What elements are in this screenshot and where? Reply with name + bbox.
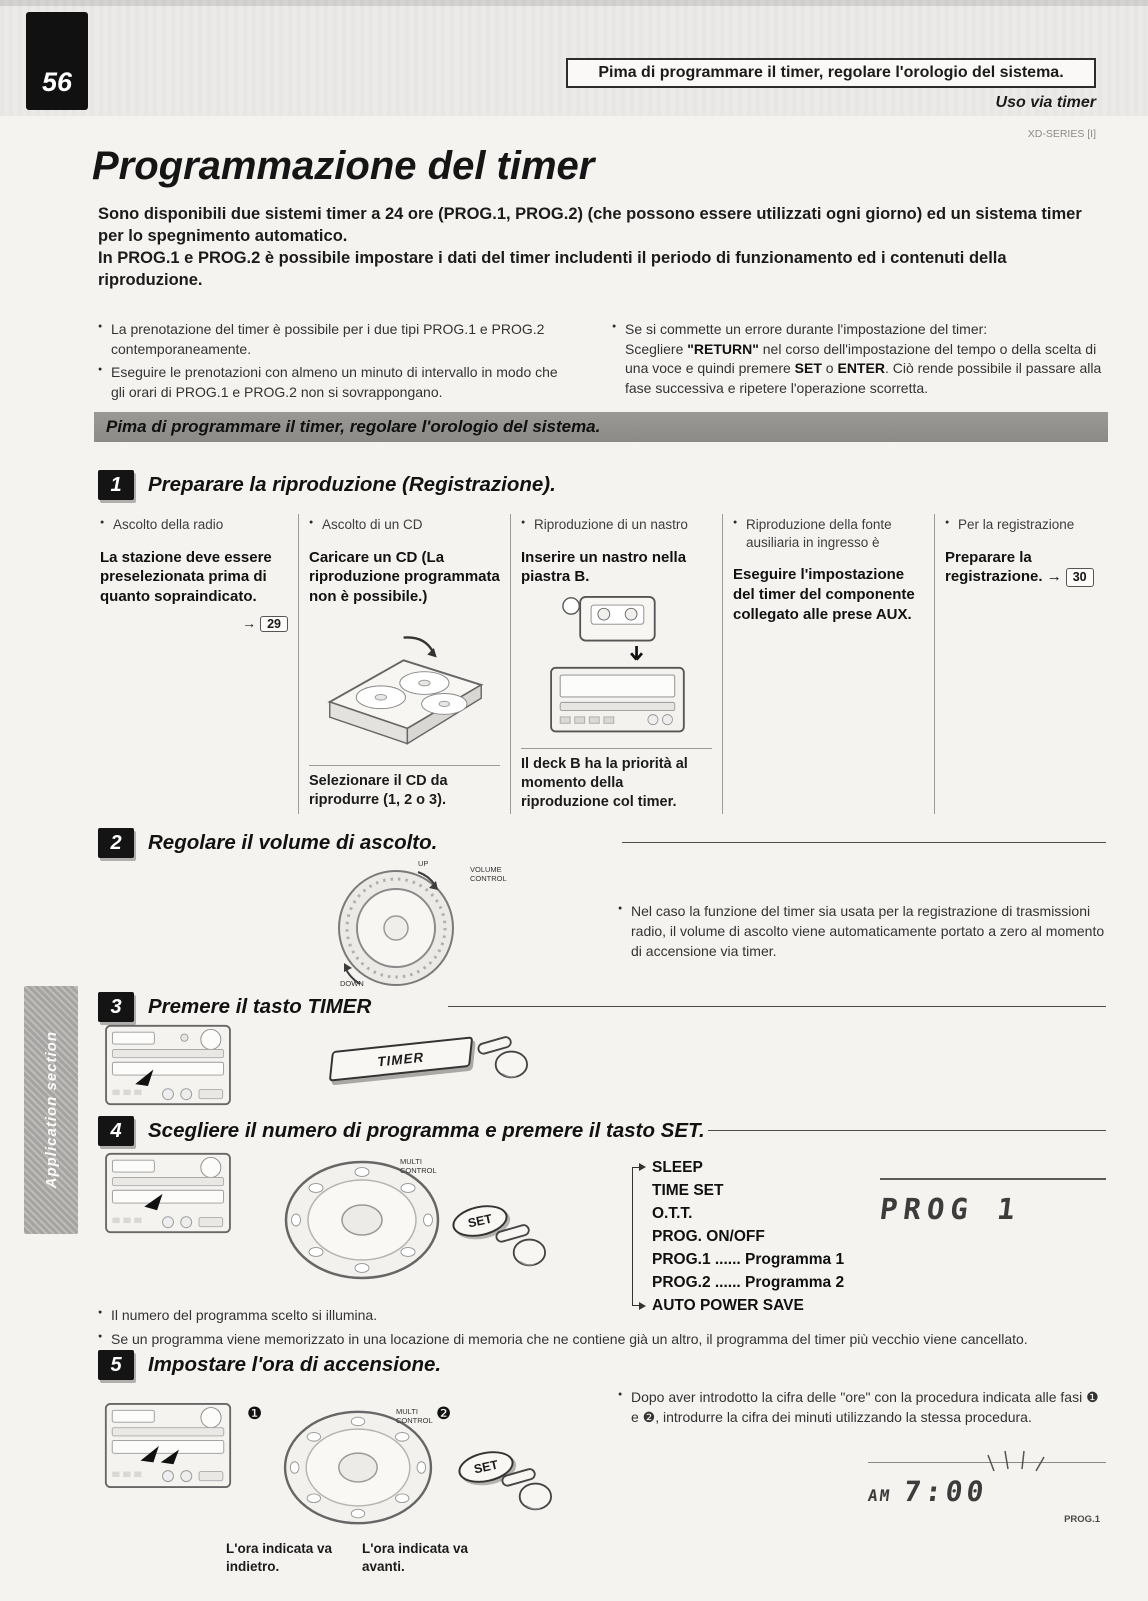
step-1-header [98, 470, 556, 500]
notes-right-column [612, 320, 1110, 406]
page-number-tab [26, 12, 88, 110]
enter-keyword: ENTER [837, 360, 885, 377]
note-item: ● Se un programma viene memorizzato in una locazione di memoria che ne contiene già un altro, il programma del timer più vecchio viene cancellato. [98, 1330, 1112, 1350]
prog-indicator: PROG.1 [1064, 1514, 1100, 1525]
menu-cycle-bracket [632, 1167, 643, 1306]
step-3-number: 3 [98, 992, 134, 1022]
step-4-number: 4 [98, 1116, 134, 1146]
stereo-front-illustration [104, 1402, 232, 1494]
timer-button [329, 1036, 473, 1081]
column-radio-header: ● Ascolto della radio [100, 516, 288, 534]
step-5-header [98, 1350, 441, 1380]
step-2-header [98, 828, 437, 858]
application-section-sidebar [24, 986, 78, 1234]
column-aux [722, 514, 934, 814]
column-cd-header: ● Ascolto di un CD [309, 516, 500, 534]
header-title: Pima di programmare il timer, regolare l'orologio del sistema. [598, 64, 1064, 81]
hand-icon [494, 1222, 550, 1275]
stereo-front-illustration [104, 1024, 232, 1111]
menu-item: PROG. ON/OFF [652, 1228, 765, 1245]
step-2-title: Regolare il volume di ascolto. [148, 831, 438, 854]
note-error-text: Scegliere [625, 340, 688, 357]
step-5-title: Impostare l'ora di accensione. [148, 1353, 442, 1376]
volume-knob-illustration [322, 856, 532, 1008]
jog-dial-illustration [278, 1408, 438, 1533]
application-section-label: Application section [42, 1031, 60, 1189]
hand-icon [476, 1034, 532, 1087]
return-keyword: "RETURN" [687, 340, 759, 357]
arrow-glyph: → [242, 614, 257, 631]
display-panel-program [877, 1178, 1106, 1226]
badge-1: ❶ [247, 1404, 263, 1423]
page-number: 56 [41, 67, 73, 97]
note-item: ● Eseguire le prenotazioni con almeno un minuto di intervallo in modo che gli orari di PROG.1 e PROG.2 non si sovrappongano. [98, 363, 566, 402]
menu-item: PROG.2 ...... Programma 2 [652, 1274, 845, 1291]
multi-control-label: MULTI CONTROL [400, 1157, 437, 1175]
knob-down-label: DOWN [340, 979, 364, 988]
note-item-error: ● Se si commette un errore durante l'impostazione del timer: Scegliere "RETURN" nel corso dell'impostazione del tempo o della scelta di una voce e quindi premere SET o ENTER. Ciò rende possibile il passare alla fase successiva e ripetere l'operazione scorretta. [612, 320, 1110, 398]
display-time: 7:00 [901, 1475, 990, 1508]
note-item: ● La prenotazione del timer è possibile per i due tipi PROG.1 e PROG.2 contemporaneamente. [98, 320, 566, 359]
step1-columns [98, 514, 1110, 814]
hand-icon [500, 1466, 556, 1519]
multi-control-label: MULTI CONTROL [396, 1407, 433, 1425]
timer-menu-list [652, 1156, 912, 1317]
display-text: PROG 1 [877, 1192, 1023, 1226]
blink-rays-icon [986, 1449, 1056, 1473]
column-aux-body: Eseguire l'impostazione del timer del componente collegato alle prese AUX. [733, 566, 915, 623]
intro-paragraph [98, 204, 1110, 292]
cd-caption: Selezionare il CD da riprodurre (1, 2 o 3). [309, 765, 500, 810]
page-reference [100, 615, 288, 632]
page-title: Programmazione del timer [92, 144, 595, 188]
section-band: Pima di programmare il timer, regolare l'orologio del sistema. [94, 412, 1108, 442]
column-aux-header: ● Riproduzione della fonte ausiliaria in ingresso è [733, 516, 924, 551]
column-recording-header: ● Per la registrazione [945, 516, 1100, 534]
intro-line-1: Sono disponibili due sistemi timer a 24 ore (PROG.1, PROG.2) (che possono essere utilizzati ogni giorno) ed un sistema timer per lo spegnimento automatico. [98, 205, 1082, 245]
note-minutes-procedure: ● Dopo aver introdotto la cifra delle "ore" con la procedura indicata alle fasi ❶ e ❷, introdurre la cifra dei minuti utilizzando la stessa procedura. [618, 1388, 1110, 1428]
menu-item: AUTO POWER SAVE [652, 1297, 804, 1314]
menu-item: SLEEP [652, 1159, 703, 1176]
step-1-number: 1 [98, 470, 134, 500]
note-item: ● Il numero del programma scelto si illumina. [98, 1306, 1112, 1326]
jog-dial-illustration [282, 1158, 442, 1288]
knob-volume-control-label: VOLUME CONTROL [470, 865, 507, 883]
general-notes [98, 320, 1110, 406]
column-tape-body: Inserire un nastro nella piastra B. [521, 548, 687, 586]
step-4-header [98, 1116, 705, 1146]
rule-line [708, 1130, 1106, 1131]
step-4-title: Scegliere il numero di programma e premere il tasto SET. [148, 1119, 705, 1142]
rule-line [448, 1006, 1106, 1007]
ref-box-30: 30 [1066, 568, 1094, 587]
notes-left-column [98, 320, 566, 406]
tape-caption: Il deck B ha la priorità al momento della riproduzione col timer. [521, 748, 712, 812]
menu-item: PROG.1 ...... Programma 1 [652, 1251, 845, 1268]
column-radio [98, 514, 298, 814]
set-button-label: SET [472, 1457, 500, 1477]
timer-button-illustration [330, 1038, 550, 1098]
step-5-number: 5 [98, 1350, 134, 1380]
knob-up-label: UP [418, 859, 429, 868]
rule-line [622, 842, 1106, 843]
caption-hour-forward: L'ora indicata va avanti. [362, 1541, 468, 1574]
arrow-glyph: → [1046, 568, 1062, 586]
note-error-intro: Se si commette un errore durante l'impostazione del timer: [625, 321, 988, 337]
badge-2: ❷ [436, 1404, 452, 1423]
column-cd [298, 514, 510, 814]
cd-tray-illustration [312, 613, 498, 760]
header-title-box [566, 58, 1096, 88]
ref-box-29: 29 [260, 616, 288, 632]
caption-hour-back: L'ora indicata va indietro. [226, 1541, 332, 1574]
menu-item: TIME SET [652, 1182, 724, 1199]
step-1-title: Preparare la riproduzione (Registrazione). [148, 473, 556, 496]
step4-notes [98, 1306, 1112, 1353]
step-3-header [98, 992, 371, 1022]
column-tape-header: ● Riproduzione di un nastro [521, 516, 712, 534]
display-panel-time [868, 1462, 1106, 1525]
column-cd-body: Caricare un CD (La riproduzione programmata non è possibile.) [309, 548, 500, 606]
series-label: XD-SERIES [I] [1027, 128, 1096, 140]
cassette-deck-illustration [542, 593, 692, 744]
note-auto-zero-volume: ● Nel caso la funzione del timer sia usata per la registrazione di trasmissioni radio, il volume di ascolto viene automaticamente portato a zero al momento di accensione via timer. [618, 902, 1110, 962]
display-am: AM [866, 1486, 893, 1505]
menu-item: O.T.T. [652, 1205, 693, 1222]
column-radio-body: La stazione deve essere preselezionata prima di quanto sopraindicato. [100, 548, 272, 606]
step-2-number: 2 [98, 828, 134, 858]
stereo-front-illustration [104, 1152, 232, 1239]
intro-line-2: In PROG.1 e PROG.2 è possibile impostare i dati del timer includenti il periodo di funzionamento ed i contenuti della riproduzione. [98, 248, 1007, 289]
set-keyword: SET [794, 360, 822, 377]
step-3-title: Premere il tasto TIMER [148, 995, 372, 1018]
column-tape [510, 514, 722, 814]
set-button-label: SET [466, 1211, 494, 1231]
column-recording [934, 514, 1110, 814]
usage-subtitle: Uso via timer [995, 94, 1096, 111]
timer-button-label: TIMER [376, 1048, 426, 1070]
column-recording-body: Preparare la registrazione. → 30 [945, 548, 1100, 588]
